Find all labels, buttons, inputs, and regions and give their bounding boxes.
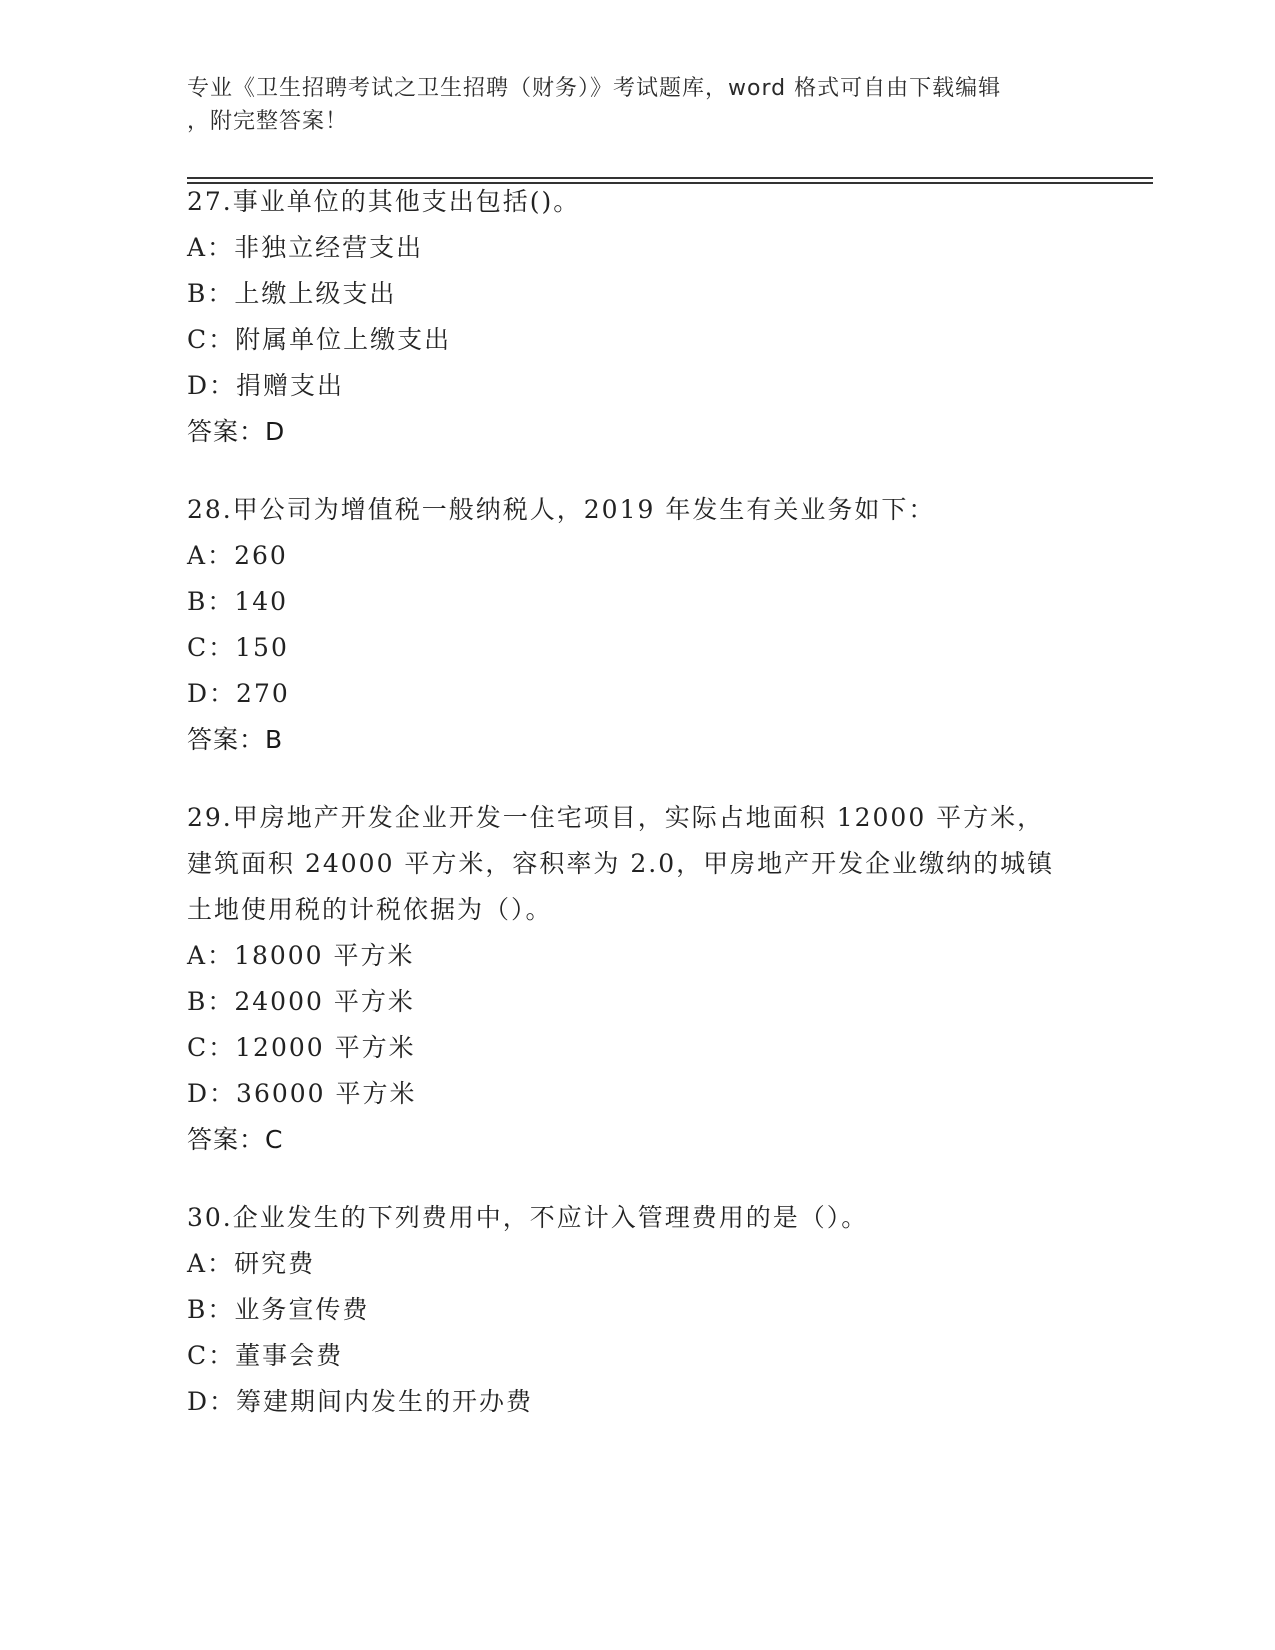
document-header xyxy=(187,72,1067,138)
option-text: 140 xyxy=(234,587,289,616)
question-stem: 28.甲公司为增值税一般纳税人，2019 年发生有关业务如下： xyxy=(187,495,936,524)
option-prefix: B： xyxy=(187,587,235,616)
option-c xyxy=(187,625,1087,671)
option-text: 研究费 xyxy=(234,1249,316,1278)
option-prefix: C： xyxy=(187,1033,236,1062)
option-d xyxy=(187,363,1087,409)
question-30 xyxy=(187,1195,1087,1425)
option-text: 12000 平方米 xyxy=(235,1033,416,1062)
option-prefix: D： xyxy=(187,679,237,708)
option-text: 业务宣传费 xyxy=(234,1295,370,1324)
question-stem: 30.企业发生的下列费用中，不应计入管理费用的是（）。 xyxy=(187,1203,869,1232)
option-prefix: C： xyxy=(187,633,236,662)
option-prefix: C： xyxy=(187,325,236,354)
option-text: 260 xyxy=(234,541,288,570)
option-b xyxy=(187,1287,1087,1333)
question-stem-line-2: 建筑面积 24000 平方米，容积率为 2.0，甲房地产开发企业缴纳的城镇 xyxy=(187,849,1055,878)
option-prefix: B： xyxy=(187,1295,235,1324)
question-stem-line-1: 29.甲房地产开发企业开发一住宅项目，实际占地面积 12000 平方米， xyxy=(187,803,1045,832)
option-text: 非独立经营支出 xyxy=(234,233,424,262)
option-b xyxy=(187,579,1087,625)
question-28 xyxy=(187,487,1087,763)
option-d xyxy=(187,1071,1087,1117)
option-b xyxy=(187,979,1087,1025)
option-prefix: C： xyxy=(187,1341,236,1370)
question-29 xyxy=(187,795,1087,1163)
option-text: 筹建期间内发生的开办费 xyxy=(236,1387,534,1416)
question-27 xyxy=(187,179,1087,455)
option-c xyxy=(187,1025,1087,1071)
option-prefix: B： xyxy=(187,279,235,308)
option-text: 270 xyxy=(236,679,290,708)
option-prefix: B： xyxy=(187,987,235,1016)
option-a xyxy=(187,1241,1087,1287)
option-prefix: D： xyxy=(187,1079,237,1108)
option-text: 36000 平方米 xyxy=(236,1079,417,1108)
option-text: 24000 平方米 xyxy=(234,987,415,1016)
option-text: 上缴上级支出 xyxy=(234,279,397,308)
answer-line: 答案：B xyxy=(187,725,284,754)
option-c xyxy=(187,1333,1087,1379)
header-line-2: ，附完整答案！ xyxy=(187,109,349,134)
option-b xyxy=(187,271,1087,317)
option-prefix: D： xyxy=(187,1387,237,1416)
header-line-1: 专业《卫生招聘考试之卫生招聘（财务）》考试题库，word 格式可自由下载编辑 xyxy=(187,76,1002,101)
option-c xyxy=(187,317,1087,363)
option-text: 18000 平方米 xyxy=(234,941,415,970)
option-text: 董事会费 xyxy=(235,1341,344,1370)
question-stem: 27.事业单位的其他支出包括()。 xyxy=(187,187,581,216)
option-text: 捐赠支出 xyxy=(236,371,345,400)
option-text: 150 xyxy=(235,633,289,662)
option-a xyxy=(187,933,1087,979)
question-stem-line-3: 土地使用税的计税依据为（）。 xyxy=(187,895,553,924)
option-prefix: A： xyxy=(187,541,235,570)
answer-line: 答案：D xyxy=(187,417,286,446)
option-a xyxy=(187,225,1087,271)
option-d xyxy=(187,671,1087,717)
answer-line: 答案：C xyxy=(187,1125,284,1154)
option-prefix: A： xyxy=(187,1249,235,1278)
option-a xyxy=(187,533,1087,579)
option-prefix: D： xyxy=(187,371,237,400)
option-d xyxy=(187,1379,1087,1425)
option-text: 附属单位上缴支出 xyxy=(235,325,452,354)
option-prefix: A： xyxy=(187,233,235,262)
option-prefix: A： xyxy=(187,941,235,970)
